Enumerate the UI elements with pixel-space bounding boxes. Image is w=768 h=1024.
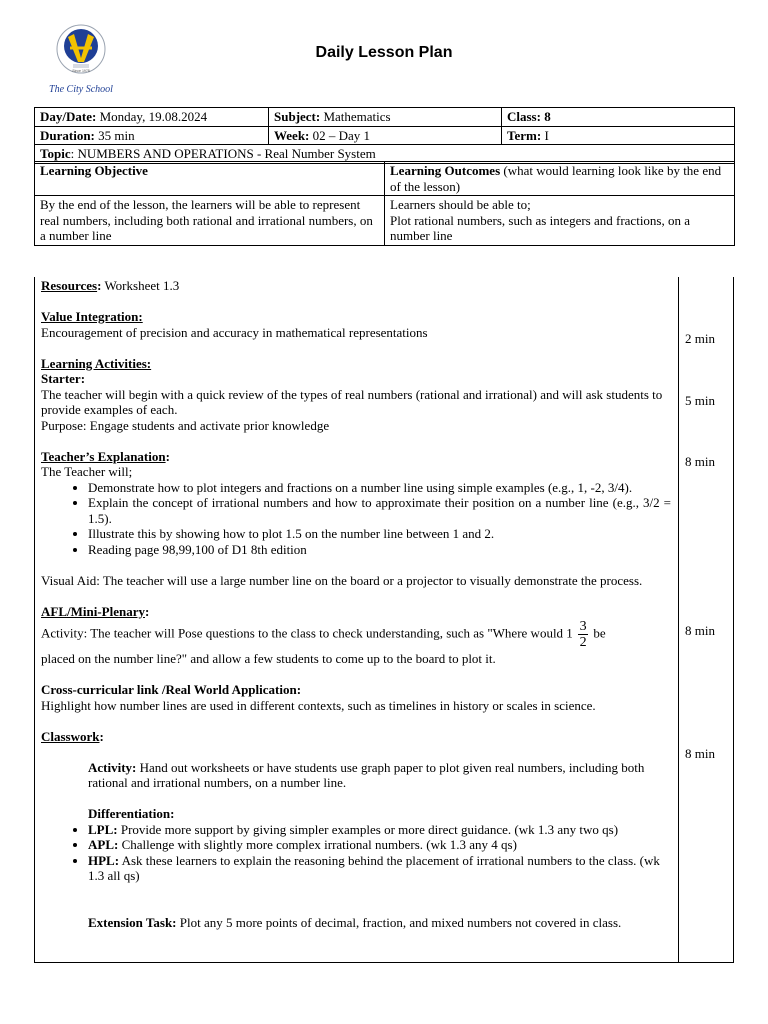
explanation-list	[41, 480, 671, 558]
time-value: 8 min	[685, 454, 715, 469]
classwork-heading: Classwork:	[41, 728, 104, 744]
differentiation-heading: Differentiation:	[88, 806, 175, 821]
value-heading: Value Integration:	[41, 309, 143, 324]
duration-cell: Duration: 35 min	[35, 126, 269, 145]
list-item: • Illustrate this by showing how to plot 1.5 on the number line between 1 and 2.	[88, 526, 671, 542]
objectives-table	[34, 161, 735, 246]
objective-heading-cell: Learning Objective	[35, 162, 385, 196]
objective-text-cell: By the end of the lesson, the learners will be able to represent real numbers, including both rational and irrational numbers, on a number line	[35, 196, 385, 246]
list-item: • Explain the concept of irrational numbers and how to approximate their position on a number line (e.g., 3/2 = 1.5).	[88, 495, 671, 526]
starter-purpose: Purpose: Engage students and activate prior knowledge	[41, 417, 330, 433]
list-item: • APL: Challenge with slightly more complex irrational numbers. (wk 1.3 any 4 qs)	[88, 837, 671, 853]
differentiation-list	[41, 822, 671, 884]
outcomes-text-cell: Learners should be able to; Plot rational numbers, such as integers and fractions, on a number line	[385, 196, 735, 246]
list-item: • Demonstrate how to plot integers and fractions on a number line using simple examples (e.g., 1, -2, 3/4).	[88, 480, 671, 496]
afl-heading: AFL/Mini-Plenary:	[41, 603, 150, 619]
cross-text: Highlight how number lines are used in different contexts, such as timelines in history or scales in science.	[41, 697, 596, 713]
subject-cell: Subject: Mathematics	[269, 108, 502, 127]
time-value: 5 min	[685, 393, 715, 408]
topic-cell: Topic: NUMBERS AND OPERATIONS - Real Number System	[35, 145, 735, 164]
page-title: Daily Lesson Plan	[315, 44, 453, 61]
value-text: Encouragement of precision and accuracy in mathematical representations	[41, 324, 428, 340]
starter-text: The teacher will begin with a quick review of the types of real numbers (rational and irrational) and will ask students to provide examples of each.	[41, 386, 663, 417]
explanation-heading: Teacher’s Explanation:	[41, 448, 170, 464]
starter-heading: Starter:	[41, 371, 86, 386]
visual-aid-text: Visual Aid: The teacher will use a large number line on the board or a projector to visually demonstrate the process.	[41, 572, 643, 588]
time-column-divider	[678, 277, 679, 962]
lesson-content	[41, 278, 671, 930]
header-table	[34, 107, 735, 164]
afl-text-line2: placed on the number line?" and allow a few students to come up to the board to plot it.	[41, 651, 496, 666]
list-item: • LPL: Provide more support by giving simpler examples or more direct guidance. (wk 1.3 any two qs)	[88, 822, 671, 838]
list-item: • Reading page 98,99,100 of D1 8th edition	[88, 542, 671, 558]
explanation-intro: The Teacher will;	[41, 464, 133, 479]
lesson-body	[34, 277, 734, 963]
fraction: $\frac{3}{2}$	[579, 619, 587, 650]
term-cell: Term: I	[502, 126, 735, 145]
activities-heading: Learning Activities:	[41, 355, 152, 371]
resources-line: Resources: Worksheet 1.3	[41, 278, 180, 293]
time-value: 8 min	[685, 746, 715, 761]
list-item: • HPL: Ask these learners to explain the reasoning behind the placement of irrational numbers to the class. (wk 1.3 all qs)	[88, 853, 671, 884]
outcomes-heading-cell: Learning Outcomes (what would learning look like by the end of the lesson)	[385, 162, 735, 196]
time-value: 8 min	[685, 623, 715, 638]
week-cell: Week: 02 – Day 1	[269, 126, 502, 145]
extension-task: Extension Task: Plot any 5 more points of decimal, fraction, and mixed numbers not covered in class.	[88, 914, 622, 930]
cross-heading: Cross-curricular link /Real World Application:	[41, 682, 302, 697]
time-value: 2 min	[685, 331, 715, 346]
afl-text: Activity: The teacher will Pose questions to the class to check understanding, such as "Where would 1 $\frac{3}{2}$ be	[41, 619, 606, 650]
day-date-cell: Day/Date: Monday, 19.08.2024	[35, 108, 269, 127]
activity-text: Activity: Hand out worksheets or have students use graph paper to plot given real numbers, including both rational and irrational numbers, on a number line.	[88, 759, 645, 790]
class-cell: Class: 8	[502, 108, 735, 127]
school-name: The City School	[49, 84, 113, 95]
svg-text:Since 1978: Since 1978	[72, 69, 90, 73]
